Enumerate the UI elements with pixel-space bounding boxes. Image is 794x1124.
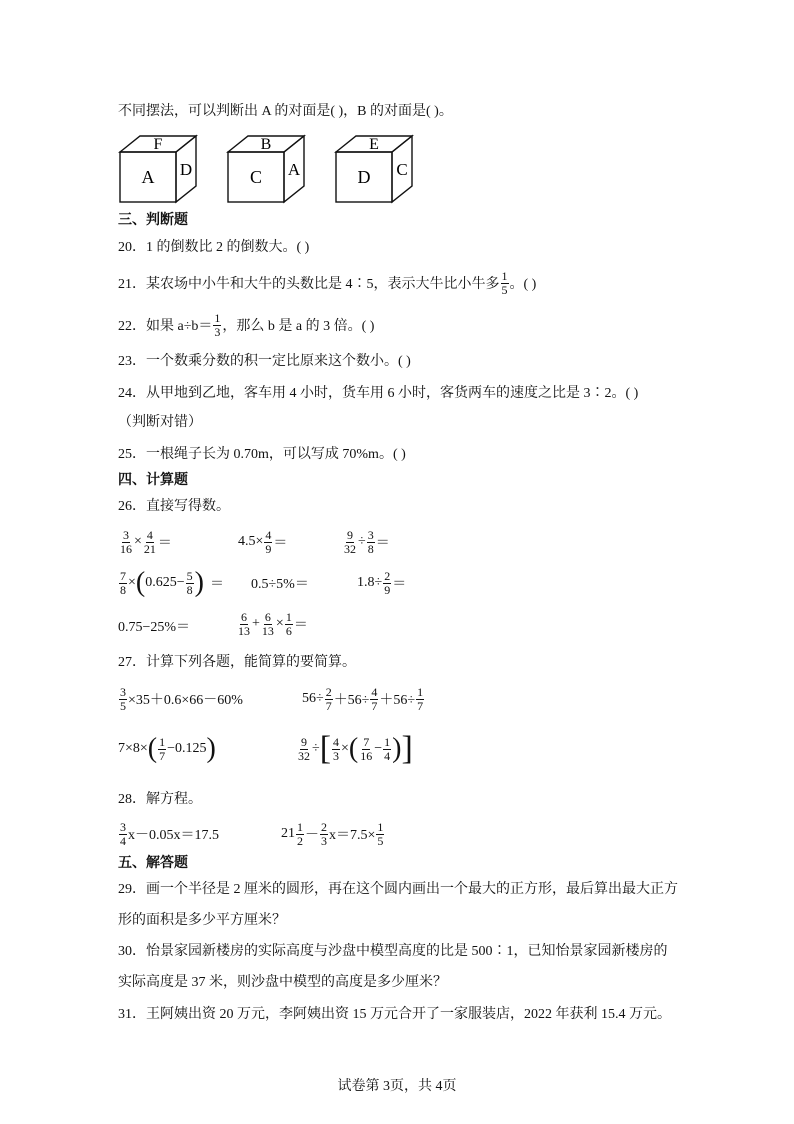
cube-2 (228, 136, 304, 202)
question-30-line1: 30．怡景家园新楼房的实际高度与沙盘中模型高度的比是 500∶1，已知怡景家园新楼房的 (118, 944, 668, 959)
equation-f1: 3 4 x－0.05x＝17.5 (120, 819, 219, 848)
calc-e4: $\frac{9}{32}$ ÷ [ $\frac{4}{3}$ × ( 7 16 − $\frac{1}{4}$ ) ] (298, 730, 413, 767)
cube-1-top: F (153, 136, 163, 153)
question-23: 23．一个数乘分数的积一定比原来这个数小。( ) (118, 354, 411, 369)
equation-f2: 21 1 2 － 2 3 x＝7.5× $\frac{1}{5}$ (281, 819, 384, 848)
page-footer: 试卷第 3页，共 4页 (337, 1079, 457, 1094)
question-29-line1: 29．画一个半径是 2 厘米的圆形，再在这个圆内画出一个最大的正方形，最后算出最大正方 (118, 882, 678, 897)
question-25: 25．一根绳子长为 0.70m，可以写成 70%m。( ) (118, 447, 406, 462)
cube-1 (120, 136, 196, 202)
question-20: 20．1 的倒数比 2 的倒数大。( ) (118, 240, 310, 255)
cube-3-side: C (396, 160, 408, 179)
cube-diagrams (110, 130, 430, 210)
cube-2-front: C (249, 167, 263, 187)
question-28: 28．解方程。 (118, 792, 202, 807)
question-22: 22．如果 a÷b＝ 1 3 ，那么 b 是 a 的 3 倍。( ) (118, 310, 375, 339)
cube-3 (336, 136, 412, 202)
section-calculation-title: 四、计算题 (118, 473, 188, 488)
calc-a2: 4.5× $\frac{4}{9}$ ＝ (238, 527, 288, 556)
cube-2-top: B (260, 136, 272, 153)
calc-a3: $\frac{9}{32}$ ÷ $\frac{3}{8}$ ＝ (344, 527, 390, 556)
calc-e2: 56÷ $\frac{2}{7}$ ＋56÷ $\frac{4}{7}$ ＋56÷ $\frac{1}{7}$ (302, 684, 424, 713)
section-judgement-title: 三、判断题 (118, 213, 188, 228)
cube-1-front: A (141, 167, 155, 187)
section-answer-title: 五、解答题 (118, 856, 188, 871)
question-29-line2: 形的面积是多少平方厘米？ (118, 913, 286, 928)
calc-b3: 1.8÷ $\frac{2}{9}$ ＝ (357, 568, 407, 597)
cube-3-top: E (369, 136, 379, 153)
question-31: 31．王阿姨出资 20 万元，李阿姨出资 15 万元合开了一家服装店，2022 年获利 15.4 万元。 (118, 1007, 671, 1022)
cube-2-side: A (287, 160, 301, 179)
calc-b2: 0.5÷5%＝ (251, 577, 309, 592)
calc-c1: 0.75−25%＝ (118, 620, 191, 635)
calc-c2: 6 13 + $\frac{6}{13}$ × $\frac{1}{6}$ ＝ (238, 609, 308, 638)
question-24: 24．从甲地到乙地，客车用 4 小时，货车用 6 小时，客货两车的速度之比是 3∶2。( ) (118, 386, 639, 401)
question-21: 21．某农场中小牛和大牛的头数比是 4∶5，表示大牛比小牛多 1 5 。( ) (118, 268, 537, 297)
intro-text: 不同摆法，可以判断出 A 的对面是( )，B 的对面是( )。 (118, 104, 453, 119)
calc-b1: $\frac{7}{8}$ × ( 0.625− $\frac{5}{8}$ ) ＝ (120, 567, 224, 598)
calc-a1: $\frac{3}{16}$ × $\frac{4}{21}$ ＝ (120, 527, 172, 556)
cube-3-front: D (357, 167, 371, 187)
question-26: 26．直接写得数。 (118, 499, 230, 514)
question-30-line2: 实际高度是 37 米，则沙盘中模型的高度是多少厘米？ (118, 975, 447, 990)
question-24-note: （判断对错） (118, 415, 202, 430)
calc-e1: $\frac{3}{5}$ ×35＋0.6×66－60% (120, 684, 243, 713)
question-27: 27．计算下列各题，能简算的要简算。 (118, 655, 356, 670)
calc-e3: 7×8× ( 1 7 −0.125 ) (118, 733, 216, 764)
cube-1-side: D (179, 160, 193, 179)
